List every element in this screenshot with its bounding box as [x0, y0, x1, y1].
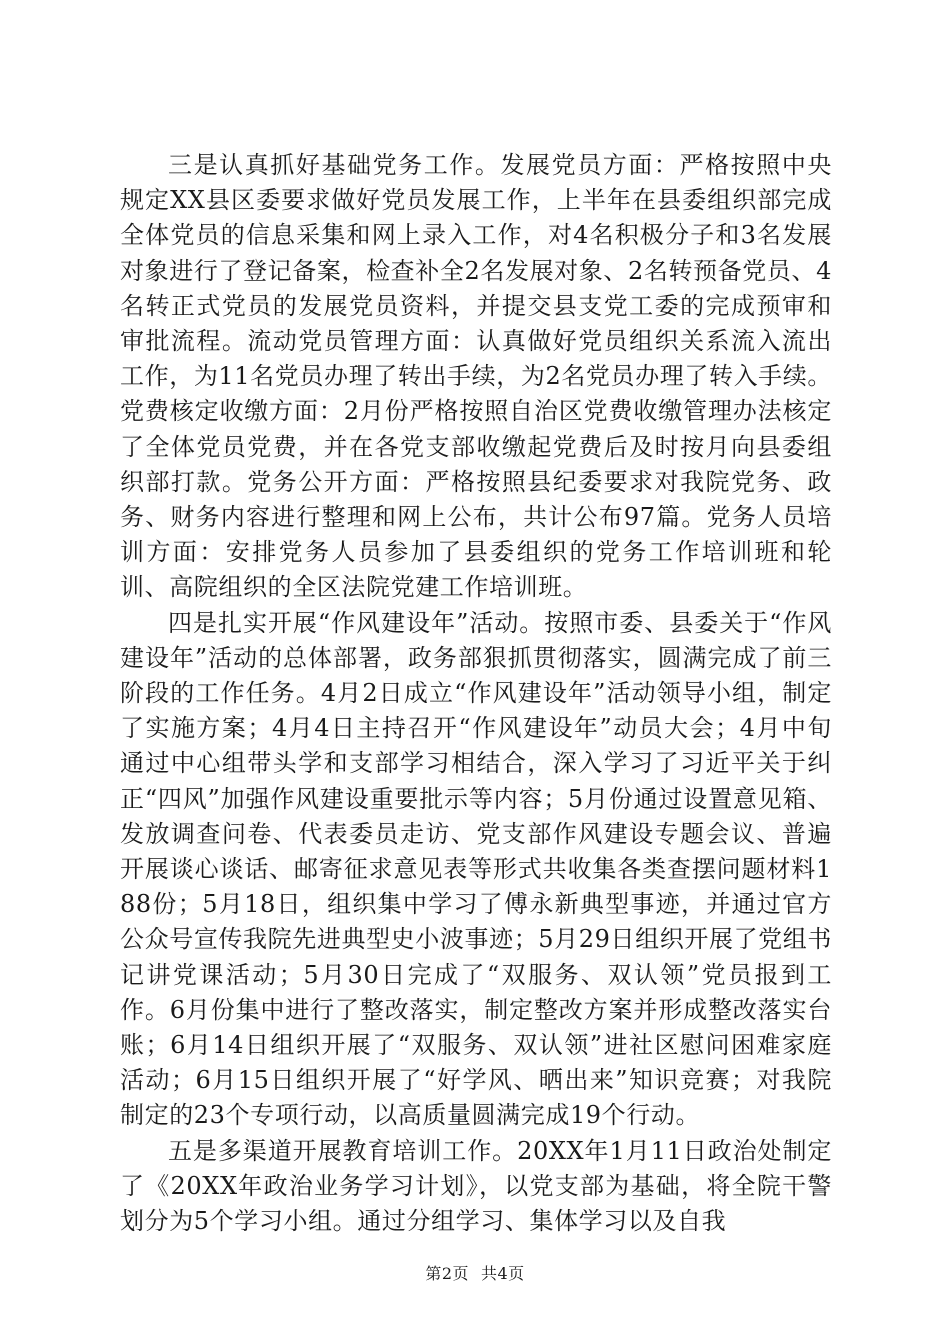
page-number-total: 共4页	[481, 1264, 525, 1283]
paragraph-basic-party-affairs: 三是认真抓好基础党务工作。发展党员方面：严格按照中央规定XX县区委要求做好党员发展工作，上半年在县委组织部完成全体党员的信息采集和网上录入工作，对4名积极分子和3名发展对象进行了登记备案，检查补全2名发展对象、2名转预备党员、4名转正式党员的发展党员资料，并提交县支党工委的完成预审和审批流程。流动党员管理方面：认真做好党员组织关系流入流出工作，为11名党员办理了转出手续，为2名党员办理了转入手续。党费核定收缴方面：2月份严格按照自治区党费收缴管理办法核定了全体党员党费，并在各党支部收缴起党费后及时按月向县委组织部打款。党务公开方面：严格按照县纪委要求对我院党务、政务、财务内容进行整理和网上公布，共计公布97篇。党务人员培训方面：安排党务人员参加了县委组织的党务工作培训班和轮训、高院组织的全区法院党建工作培训班。	[120, 151, 832, 602]
paragraph-education-training: 五是多渠道开展教育培训工作。20XX年1月11日政治处制定了《20XX年政治业务学习计划》，以党支部为基础，将全院干警划分为5个学习小组。通过分组学习、集体学习以及自我	[120, 1136, 832, 1236]
document-body	[120, 148, 832, 1239]
paragraph-work-style-year: 四是扎实开展“作风建设年”活动。按照市委、县委关于“作风建设年”活动的总体部署，政务部狠抓贯彻落实，圆满完成了前三阶段的工作任务。4月2日成立“作风建设年”活动领导小组，制定了实施方案；4月4日主持召开“作风建设年”动员大会；4月中旬通过中心组带头学和支部学习相结合，深入学习了习近平关于纠正“四风”加强作风建设重要批示等内容；5月份通过设置意见箱、发放调查问卷、代表委员走访、党支部作风建设专题会议、普遍开展谈心谈话、邮寄征求意见表等形式共收集各类查摆问题材料188份；5月18日，组织集中学习了傅永新典型事迹，并通过官方公众号宣传我院先进典型史小波事迹；5月29日组织开展了党组书记讲党课活动；5月30日完成了“双服务、双认领”党员报到工作。6月份集中进行了整改落实，制定整改方案并形成整改落实台账；6月14日组织开展了“双服务、双认领”进社区慰问困难家庭活动；6月15日组织开展了“好学风、晒出来”知识竞赛；对我院制定的23个专项行动，以高质量圆满完成19个行动。	[120, 608, 832, 1130]
page-footer	[0, 1261, 950, 1284]
page-number-current: 第2页	[425, 1264, 469, 1283]
